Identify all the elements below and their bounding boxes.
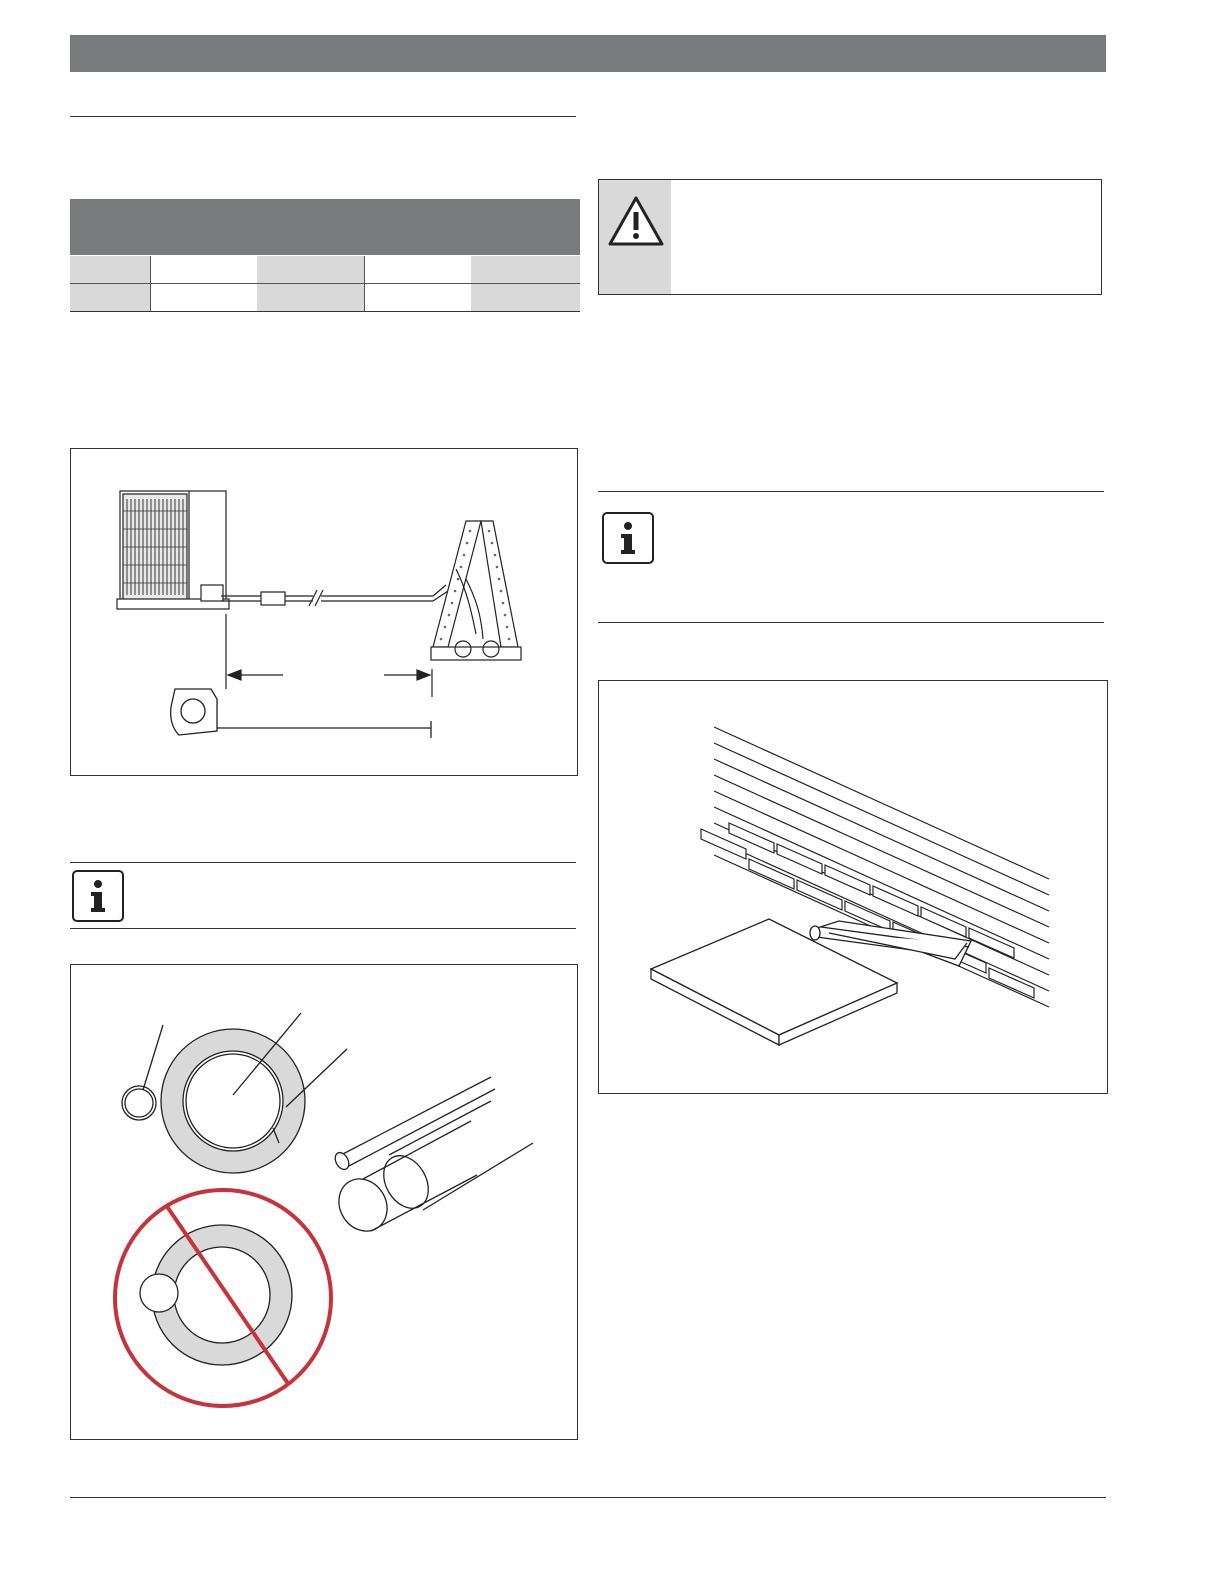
figure-tube-insulation [70,964,578,1440]
outdoor-unit-icon [117,491,229,609]
line-set [221,585,448,606]
tape-measure-icon [171,689,431,738]
dimension-markers [226,614,432,697]
section-rule [70,116,576,117]
warning-notice [598,179,1102,295]
notice-rule-bottom [598,622,1104,623]
notice-rule-top [598,491,1104,492]
table-header [70,199,580,255]
table-row [70,284,580,311]
info-icon [602,512,654,564]
table-row [70,256,580,283]
prohibited-icon [115,1190,331,1406]
insulated-tube-icon [161,1029,305,1173]
footer-rule [70,1497,1106,1498]
tube-pair-icon [330,1077,533,1240]
warning-triangle-icon [607,194,665,248]
info-icon [72,870,124,922]
figure-wall-penetration [598,680,1108,1094]
indoor-coil-icon [431,521,521,660]
notice-rule-top [70,862,576,863]
table-bottom-rule [70,311,580,312]
figure-line-length [70,448,578,776]
header-bar [70,35,1106,72]
notice-rule-bottom [70,928,576,929]
small-tube-icon [122,1086,156,1120]
